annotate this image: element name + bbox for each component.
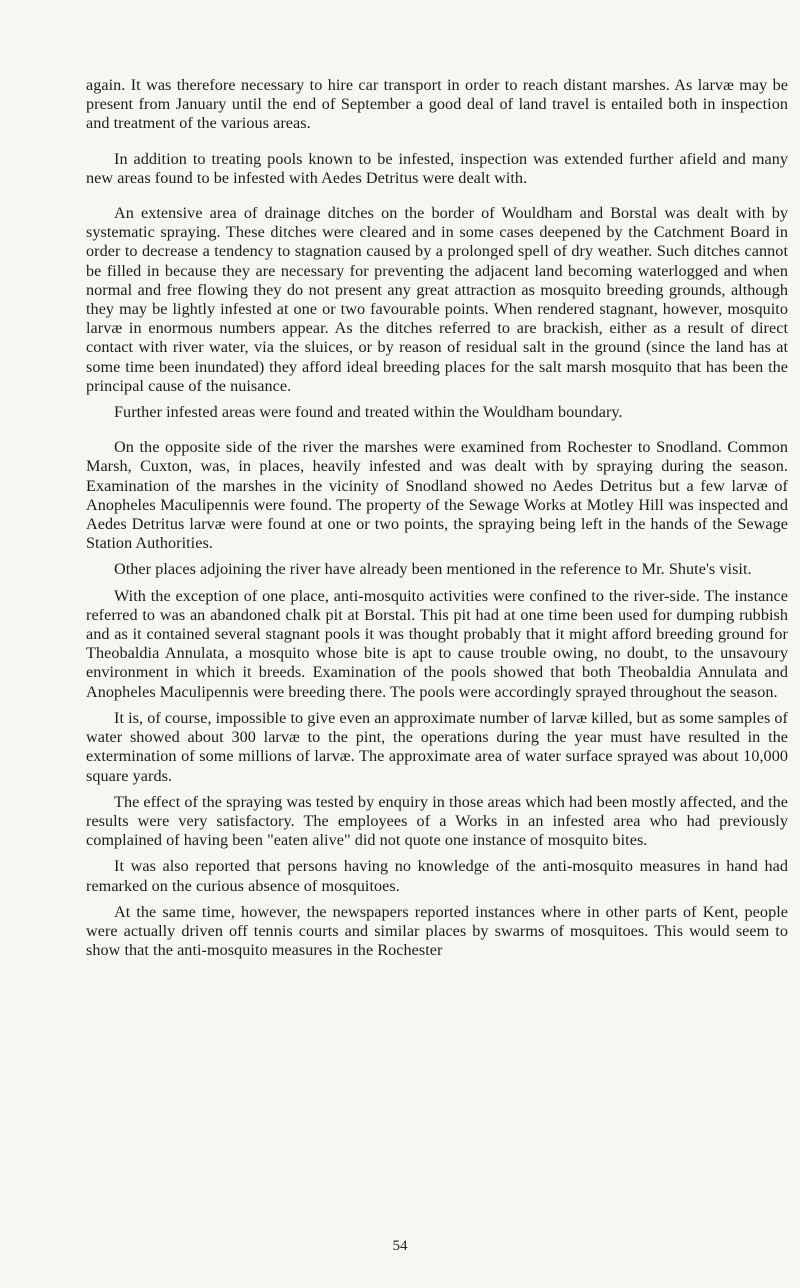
paragraph-2: In addition to treating pools known to be infested, inspection was extended further afield and many new areas found to be infested with Aedes Detritus were dealt with. xyxy=(86,149,788,187)
paragraph-11: At the same time, however, the newspapers reported instances where in other parts of Kent, people were actually driven off tennis courts and similar places by swarms of mosquitoes. This would seem to show that the anti-mosquito measures in the Rochester xyxy=(86,902,788,960)
document-page xyxy=(86,76,788,960)
paragraph-7: With the exception of one place, anti-mosquito activities were confined to the river-side. The instance referred to was an abandoned chalk pit at Borstal. This pit had at one time been used for dumping rubbish and as it contained several stagnant pools it was thought probably that it might afford breeding ground for Theobaldia Annulata, a mosquito whose bite is apt to cause trouble owing, no doubt, to the unsavoury environment in which it breeds. Examination of the pools showed that both Theobaldia Annulata and Anopheles Maculipennis were breeding there. The pools were accordingly sprayed throughout the season. xyxy=(86,586,788,701)
paragraph-8: It is, of course, impossible to give even an approximate number of larvæ killed, but as some samples of water showed about 300 larvæ to the pint, the operations during the year must have resulted in the extermination of some millions of larvæ. The approximate area of water surface sprayed was about 10,000 square yards. xyxy=(86,708,788,785)
paragraph-3: An extensive area of drainage ditches on the border of Wouldham and Borstal was dealt with by systematic spraying. These ditches were cleared and in some cases deepened by the Catchment Board in order to decrease a tendency to stagnation caused by a prolonged spell of dry weather. Such ditches cannot be filled in because they are necessary for preventing the adjacent land becoming waterlogged and when normal and free flowing they do not present any great attraction as mosquito breeding grounds, although they may be lightly infested at one or two favourable points. When rendered stagnant, however, mosquito larvæ in enormous numbers appear. As the ditches referred to are brackish, either as a result of direct contact with river water, via the sluices, or by reason of residual salt in the ground (since the land has at some time been inundated) they afford ideal breeding places for the salt marsh mosquito that has been the principal cause of the nuisance. xyxy=(86,204,788,395)
paragraph-6: Other places adjoining the river have already been mentioned in the reference to Mr. Shute's visit. xyxy=(114,560,752,579)
paragraph-4: Further infested areas were found and treated within the Wouldham boundary. xyxy=(114,403,623,422)
page-number: 54 xyxy=(392,1238,408,1254)
paragraph-9: The effect of the spraying was tested by enquiry in those areas which had been mostly affected, and the results were very satisfactory. The employees of a Works in an infested area who had previously complained of having been "eaten alive" did not quote one instance of mosquito bites. xyxy=(86,792,788,850)
paragraph-5: On the opposite side of the river the marshes were examined from Rochester to Snodland. Common Marsh, Cuxton, was, in places, heavily infested and was dealt with by spraying during the season. Examination of the marshes in the vicinity of Snodland showed no Aedes Detritus but a few larvæ of Anopheles Maculipennis were found. The property of the Sewage Works at Motley Hill was inspected and Aedes Detritus larvæ were found at one or two points, the spraying being left in the hands of the Sewage Station Authorities. xyxy=(86,438,788,553)
paragraph-10: It was also reported that persons having no knowledge of the anti-mosquito measures in hand had remarked on the curious absence of mosquitoes. xyxy=(86,857,788,895)
paragraph-1: again. It was therefore necessary to hire car transport in order to reach distant marshes. As larvæ may be present from January until the end of September a good deal of land travel is entailed both in inspection and treatment of the various areas. xyxy=(86,76,788,133)
